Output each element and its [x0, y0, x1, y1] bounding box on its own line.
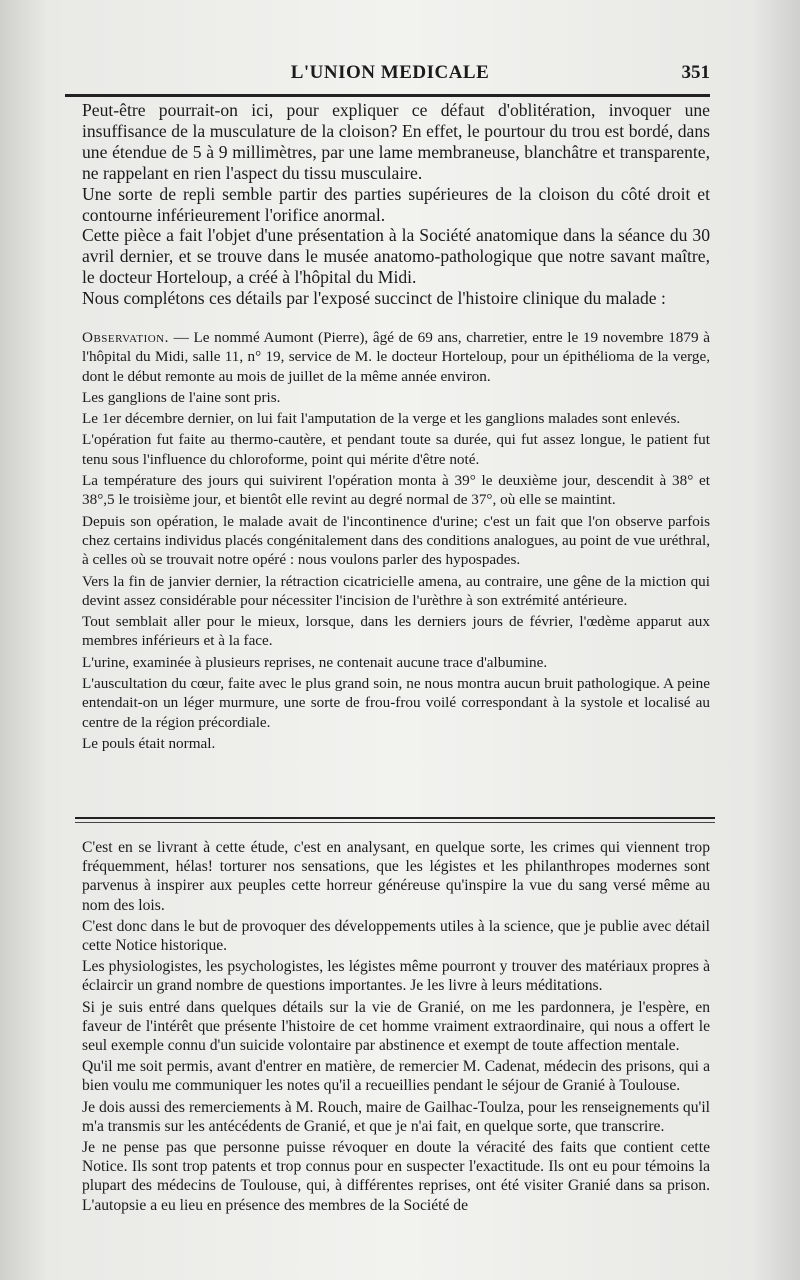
intro-paragraph: Nous complétons ces détails par l'exposé succinct de l'histoire clinique du malade : [82, 288, 666, 309]
observation-section [82, 328, 710, 753]
feuilleton-paragraph: C'est donc dans le but de provoquer des développements utiles à la science, que je publie avec détail cette Notice historique. [82, 917, 710, 955]
feuilleton-paragraph: Les physiologistes, les psychologistes, les légistes même pourront y trouver des matériaux propres à éclaircir un grand nombre de questions importantes. Je les livre à leurs méditations. [82, 958, 710, 995]
observation-paragraph: Vers la fin de janvier dernier, la rétraction cicatricielle amena, au contraire, une gêne de la miction qui devint assez considérable pour nécessiter l'incision de l'urèthre à son extrémité antérieure. [82, 572, 710, 609]
observation-paragraph [82, 328, 710, 386]
feuilleton-paragraph: Si je suis entré dans quelques détails sur la vie de Granié, on me les pardonnera, je l'espère, en faveur de l'intérêt que présente l'histoire de cet homme vraiment extraordinaire, qui nous a offert le seul exemple connu d'un suicide volontaire par abstinence et exempt de toute affection mentale. [82, 998, 710, 1055]
running-header [70, 60, 710, 90]
observation-paragraph: Le 1er décembre dernier, on lui fait l'amputation de la verge et les ganglions malades sont enlevés. [82, 410, 681, 428]
feuilleton-paragraph: Je dois aussi des remerciements à M. Rouch, maire de Gailhac-Toulza, pour les renseignements qu'il m'a transmis sur les antécédents de Granié, et que je n'ai fait, en quelque sorte, que transcrire. [82, 1098, 710, 1135]
intro-section [82, 100, 710, 309]
observation-label: Observation. [82, 329, 169, 346]
intro-paragraph: Cette pièce a fait l'objet d'une présentation à la Société anatomique dans la séance du 30 avril dernier, et se trouve dans le musée anatomo-pathologique que notre savant maître, le docteur Horteloup, a créé à l'hôpital du Midi. [82, 225, 710, 288]
observation-paragraph: Les ganglions de l'aine sont pris. [82, 388, 281, 406]
observation-paragraph: Depuis son opération, le malade avait de l'incontinence d'urine; c'est un fait que l'on observe parfois chez certains individus placés congénitalement dans des conditions analogues, au point de vue uréthral, à celles où se trouvait notre opéré : nous voulons parler des hypospades. [82, 512, 710, 569]
feuilleton-paragraph: C'est en se livrant à cette étude, c'est en analysant, en quelque sorte, les crimes qui viennent trop fréquemment, hélas! torturer nos sensations, que les légistes et les philanthropes modernes sont parvenus à inspirer aux peuples cette horreur généreuse qu'inspire la vue du sang versé même au nom des lois. [82, 839, 710, 914]
header-rule [65, 94, 710, 97]
section-divider [75, 817, 715, 819]
observation-paragraph: La température des jours qui suivirent l'opération monta à 39° le deuxième jour, descendit à 38° et 38°,5 le troisième jour, et bientôt elle revint au degré normal de 37°, où elle se maintint. [82, 472, 710, 509]
page-number: 351 [681, 62, 710, 83]
journal-title: L'UNION MEDICALE [290, 62, 490, 83]
observation-paragraph: L'opération fut faite au thermo-cautère, et pendant toute sa durée, qui fut assez longue, le patient fut tenu sous l'influence du chloroforme, point qui mérite d'être noté. [82, 431, 710, 468]
observation-paragraph: Le pouls était normal. [82, 734, 216, 752]
feuilleton-paragraph: Je ne pense pas que personne puisse révoquer en doute la véracité des faits que contient cette Notice. Ils sont trop patents et trop connus pour en suspecter l'exactitude. Ils ont eu pour témoins la plupart des médecins de Toulouse, qui, à différentes reprises, ont été visiter Granié dans sa prison. L'autopsie a eu lieu en présence des membres de la Société de [82, 1139, 710, 1214]
feuilleton-section [82, 838, 710, 1215]
feuilleton-paragraph: Qu'il me soit permis, avant d'entrer en matière, de remercier M. Cadenat, médecin des prisons, qui a bien voulu me communiquer les notes qu'il a recueillies pendant le séjour de Granié à Toulouse. [82, 1058, 710, 1095]
observation-paragraph: L'urine, examinée à plusieurs reprises, ne contenait aucune trace d'albumine. [82, 653, 548, 671]
intro-paragraph: Une sorte de repli semble partir des parties supérieures de la cloison du côté droit et contourne inférieurement l'orifice anormal. [82, 183, 710, 225]
observation-text: — Le nommé Aumont (Pierre), âgé de 69 ans, charretier, entre le 19 novembre 1879 à l'hôpital du Midi, salle 11, n° 19, service de M. le docteur Horteloup, pour un épithélioma de la verge, dont le début remonte au mois de juillet de la même année environ. [82, 329, 710, 385]
section-divider-thin [75, 822, 715, 823]
observation-paragraph: L'auscultation du cœur, faite avec le plus grand soin, ne nous montra aucun bruit pathologique. A peine entendait-on un léger murmure, une sorte de frou-frou voilé correspondant à la systole et localisé au centre de la région précordiale. [82, 675, 710, 731]
observation-paragraph: Tout semblait aller pour le mieux, lorsque, dans les derniers jours de février, l'œdème apparut aux membres inférieurs et à la face. [82, 613, 710, 650]
intro-paragraph: Peut-être pourrait-on ici, pour expliquer ce défaut d'oblitération, invoquer une insuffisance de la musculature de la cloison? En effet, le pourtour du trou est bordé, dans une étendue de 5 à 9 millimètres, par une lame membraneuse, blanchâtre et transparente, ne rappelant en rien l'aspect du tissu musculaire. [82, 100, 710, 183]
